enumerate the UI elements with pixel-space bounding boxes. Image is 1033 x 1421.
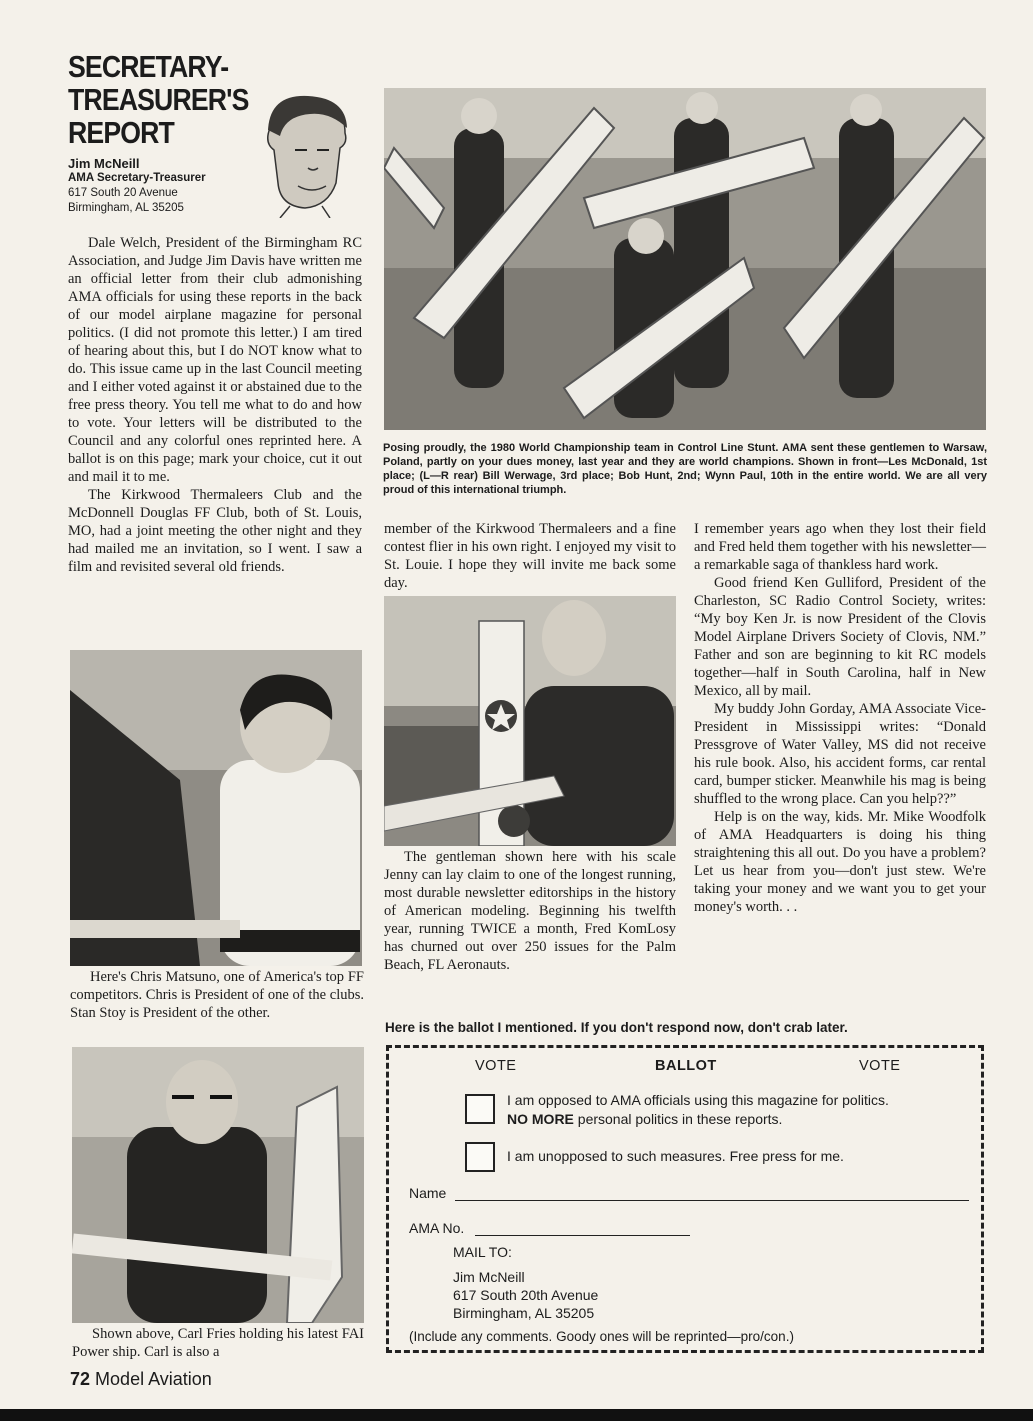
chris-photo-caption: Here's Chris Matsuno, one of America's top FF competitors. Chris is President of one of the clubs. Stan Stoy is President of the other.: [70, 969, 364, 1021]
paragraph: Help is on the way, kids. Mr. Mike Woodfolk of AMA Headquarters is doing his thing straightening this all out. Do you have a problem? Let us hear from you—don't just stew. We're taking your money and we want you to get your money's worth. . .: [694, 809, 986, 915]
mail-name: Jim McNeill: [453, 1269, 525, 1285]
page-footer: [70, 1369, 212, 1390]
author-name: Jim McNeill: [68, 156, 140, 171]
carl-fries-photo: [72, 1047, 364, 1323]
carl-photo-caption: Shown above, Carl Fries holding his latest FAI Power ship. Carl is also a: [72, 1326, 364, 1360]
ballot-intro: Here is the ballot I mentioned. If you don't respond now, don't crab later.: [385, 1020, 848, 1035]
paragraph: I remember years ago when they lost their field and Fred held them together with his newsletter—a remarkable saga of thankless hard work.: [694, 521, 986, 573]
fred-komlosy-photo: [384, 596, 676, 846]
ballot-form: [386, 1045, 984, 1353]
paragraph: Dale Welch, President of the Birmingham RC Association, and Judge Jim Davis have written me an official letter from their club admonishing AMA officials for using these reports in the back of our model airplane magazine for personal politics. (I did not promote this letter.) I am tired of hearing about this, but I do NOT know what to do. This issue came up in the last Council meeting and I either voted against it or abstained due to the free press theory. You tell me what to do and how to vote. Your letters will be distributed to the Council and any colorful ones reprinted here. A ballot is on this page; mark your choice, cut it out and mail it to me.: [68, 235, 362, 485]
name-label: Name: [409, 1185, 447, 1201]
byline: [68, 156, 206, 216]
magazine-name: Model Aviation: [95, 1369, 212, 1389]
author-role: AMA Secretary-Treasurer: [68, 172, 206, 184]
paragraph: The Kirkwood Thermaleers Club and the McDonnell Douglas FF Club, both of St. Louis, MO, had a joint meeting the other night and they had mailed me an invitation, so I went. I saw a film and revisited several old friends.: [68, 487, 362, 575]
column-2-text: [384, 520, 676, 592]
chris-matsuno-photo: [70, 650, 362, 966]
mail-street: 617 South 20th Avenue: [453, 1287, 599, 1303]
team-photo-caption: Posing proudly, the 1980 World Championship team in Control Line Stunt. AMA sent these gentlemen to Warsaw, Poland, partly on your dues money, last year and they are world champions. Shown in front—Les McDonald, 1st place; (L—R rear) Bill Werwage, 3rd place; Bob Hunt, 2nd; Wynn Paul, 10th in the entire world. We are all very proud of this international triumph.: [383, 442, 987, 496]
unopposed-option: I am unopposed to such measures. Free press for me.: [507, 1148, 844, 1164]
mail-city: Birmingham, AL 35205: [453, 1305, 595, 1321]
vote-label-left: VOTE: [475, 1058, 517, 1074]
column-1-text: [68, 234, 362, 576]
name-field[interactable]: [455, 1200, 969, 1201]
author-portrait: [250, 88, 360, 218]
paragraph: member of the Kirkwood Thermaleers and a fine contest flier in his own right. I enjoyed my visit to St. Louie. I hope they will invite me back some day.: [384, 521, 676, 591]
opposed-option-line2: personal politics in these reports.: [573, 1111, 783, 1127]
team-photo: [384, 88, 986, 430]
page-title: SECRETARY-TREASURER'S REPORT: [68, 49, 249, 150]
page-number: 72: [70, 1369, 91, 1389]
no-more-emphasis: NO MORE: [507, 1111, 574, 1127]
author-city: Birmingham, AL 35205: [68, 202, 184, 214]
ballot-note: (Include any comments. Goody ones will be reprinted—pro/con.): [409, 1329, 794, 1344]
scan-edge: [0, 1409, 1033, 1421]
fred-photo-caption: The gentleman shown here with his scale Jenny can lay claim to one of the longest running, most durable newsletter editorships in the history of American modeling. Beginning his twelfth year, running TWICE a month, Fred KomLosy has churned out over 250 issues for the Palm Beach, FL Aeronauts.: [384, 849, 676, 973]
vote-label-right: VOTE: [859, 1058, 901, 1074]
unopposed-checkbox[interactable]: [465, 1142, 495, 1172]
paragraph: My buddy John Gorday, AMA Associate Vice-President in Mississippi writes: “Donald Pressgrove of Water Valley, MS did not receive his rule book. Also, his accident forms, car rental card, bumper sticker. Meanwhile his mag is being shuffled to the wrong place. Can you help??”: [694, 701, 986, 807]
opposed-checkbox[interactable]: [465, 1094, 495, 1124]
paragraph: Good friend Ken Gulliford, President of the Charleston, SC Radio Control Society, writes: “My boy Ken Jr. is now President of the Clovis Model Airplane Drivers Society of Clovis, NM.” Father and son are beginning to kit RC models together—half in South Carolina, half in New Mexico, all by mail.: [694, 575, 986, 699]
ama-number-field[interactable]: [475, 1235, 690, 1236]
opposed-option: [507, 1091, 977, 1129]
ama-number-label: AMA No.: [409, 1220, 465, 1236]
column-3-text: [694, 520, 986, 916]
ballot-title: BALLOT: [655, 1058, 717, 1074]
mail-to-label: MAIL TO:: [453, 1244, 512, 1260]
author-street: 617 South 20 Avenue: [68, 187, 178, 199]
opposed-option-line1: I am opposed to AMA officials using this magazine for politics.: [507, 1092, 889, 1108]
